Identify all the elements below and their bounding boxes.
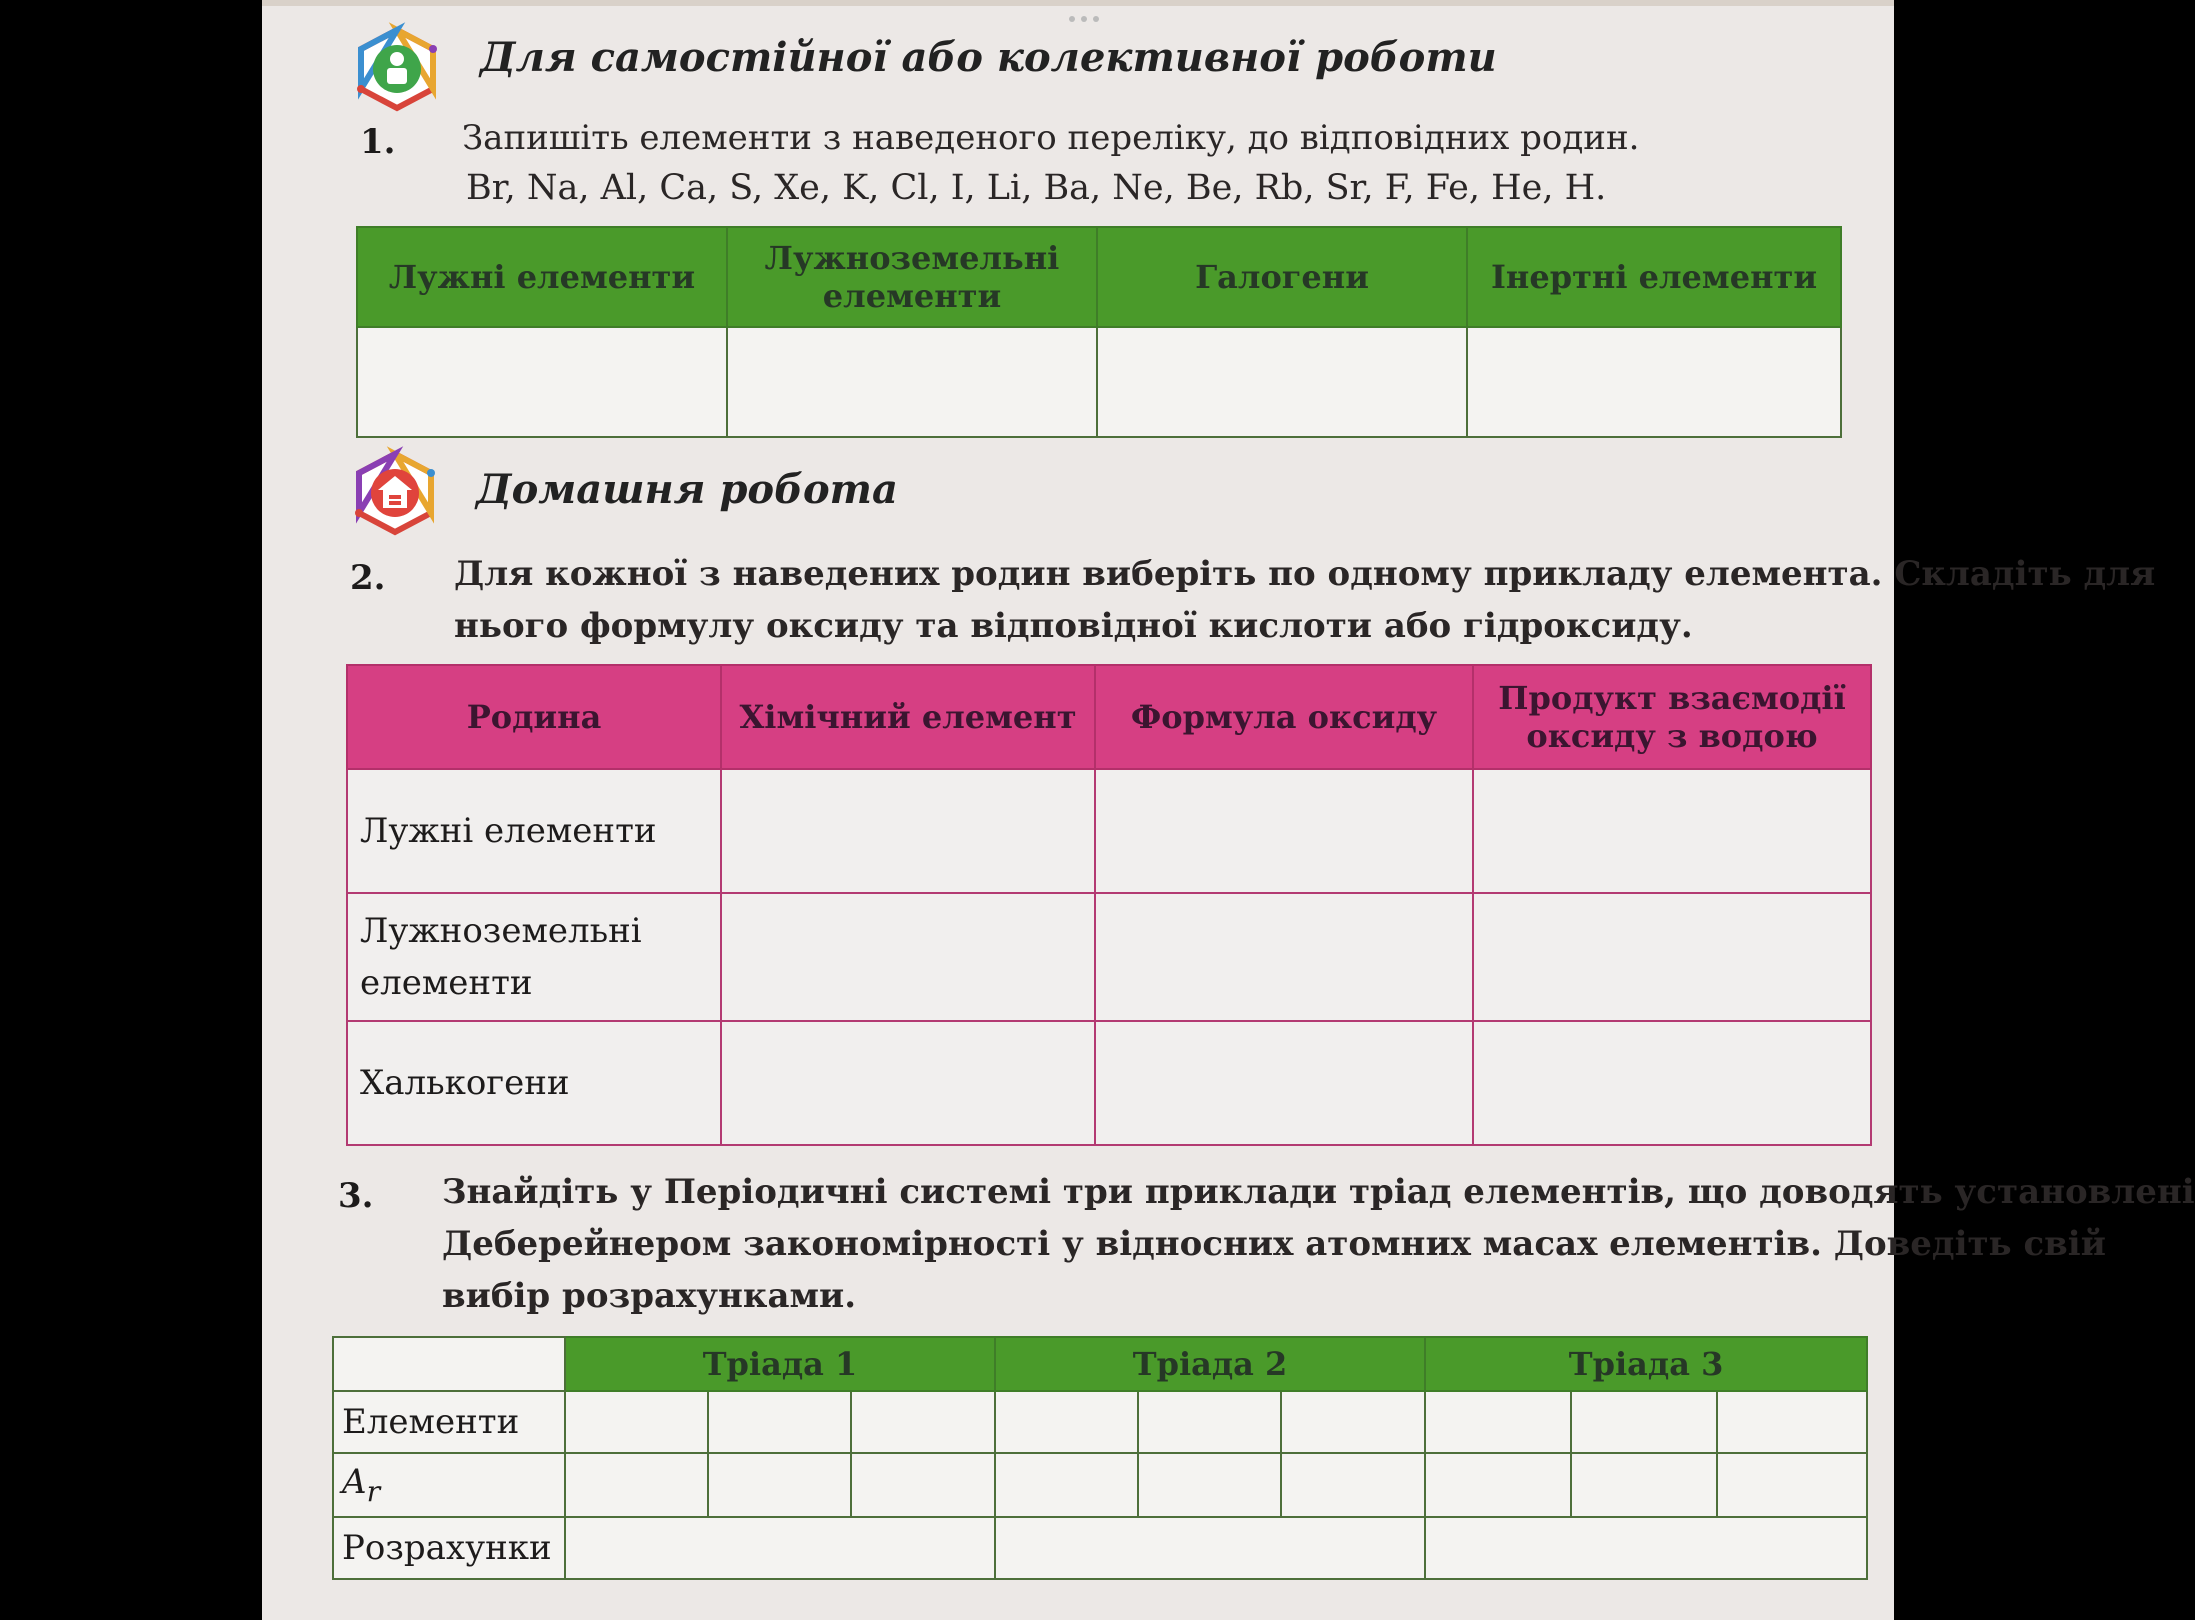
answer-cell[interactable]: [1095, 769, 1473, 893]
answer-cell[interactable]: [708, 1453, 851, 1517]
answer-cell[interactable]: [1138, 1391, 1281, 1453]
column-header: Інертні елементи: [1467, 227, 1841, 327]
task1-table: [356, 226, 1842, 438]
ellipsis-icon: [1062, 14, 1122, 24]
answer-cell[interactable]: [995, 1517, 1425, 1579]
task-number: 1.: [360, 122, 396, 162]
answer-cell[interactable]: [1571, 1453, 1717, 1517]
task-number: 3.: [338, 1176, 374, 1216]
answer-cell[interactable]: [1281, 1453, 1425, 1517]
row-label: Халькогени: [347, 1021, 721, 1145]
column-header: Тріада 1: [565, 1337, 995, 1391]
textbook-page: [262, 0, 2195, 1620]
column-header: Тріада 2: [995, 1337, 1425, 1391]
answer-cell[interactable]: [1467, 327, 1841, 437]
row-label: Елементи: [333, 1391, 565, 1453]
answer-cell[interactable]: [727, 327, 1097, 437]
answer-cell[interactable]: [1717, 1391, 1867, 1453]
column-header: Тріада 3: [1425, 1337, 1867, 1391]
column-header: Формула оксиду: [1095, 665, 1473, 769]
corner-cell: [333, 1337, 565, 1391]
answer-cell[interactable]: [1281, 1391, 1425, 1453]
answer-cell[interactable]: [1095, 893, 1473, 1021]
answer-cell[interactable]: [708, 1391, 851, 1453]
task2-table: [346, 664, 1872, 1146]
row-label-ar: [333, 1453, 565, 1517]
answer-cell[interactable]: [1425, 1517, 1867, 1579]
row-label: Лужні елементи: [347, 769, 721, 893]
answer-cell[interactable]: [851, 1391, 995, 1453]
answer-cell[interactable]: [1138, 1453, 1281, 1517]
answer-cell[interactable]: [1095, 1021, 1473, 1145]
row-label: Лужноземельні елементи: [347, 893, 721, 1021]
row-label: Розрахунки: [333, 1517, 565, 1579]
answer-cell[interactable]: [1425, 1453, 1571, 1517]
task3-instruction-line3: вибір розрахунками.: [442, 1276, 857, 1316]
answer-cell[interactable]: [1425, 1391, 1571, 1453]
answer-cell[interactable]: [851, 1453, 995, 1517]
element-list: Br, Na, Al, Ca, S, Xe, K, Cl, I, Li, Ba, Ne, Be, Rb, Sr, F, Fe, He, H.: [466, 168, 1607, 208]
task1-instruction: Запишіть елементи з наведеного переліку, до відповідних родин.: [462, 118, 1640, 158]
task2-instruction-line1: Для кожної з наведених родин виберіть по одному прикладу елемента. Складіть для: [454, 554, 2156, 594]
answer-cell[interactable]: [1473, 893, 1871, 1021]
answer-cell[interactable]: [1717, 1453, 1867, 1517]
section-title-group-work: Для самостійної або колективної роботи: [480, 34, 1497, 81]
house-icon: [352, 450, 438, 536]
answer-cell[interactable]: [565, 1391, 708, 1453]
answer-cell[interactable]: [995, 1391, 1138, 1453]
answer-cell[interactable]: [721, 1021, 1095, 1145]
answer-cell[interactable]: [1097, 327, 1467, 437]
task-number: 2.: [350, 558, 386, 598]
task3-table: [332, 1336, 1868, 1580]
task3-instruction-line2: Деберейнером закономірності у відносних атомних масах елементів. Доведіть свій: [442, 1224, 2106, 1264]
ar-subscript: r: [366, 1474, 381, 1508]
column-header: Родина: [347, 665, 721, 769]
task2-instruction-line2: нього формулу оксиду та відповідної кислоти або гідроксиду.: [454, 606, 1693, 646]
answer-cell[interactable]: [565, 1517, 995, 1579]
task3-instruction-line1: Знайдіть у Періодичні системі три приклади тріад елементів, що доводять установлені: [442, 1172, 2195, 1212]
answer-cell[interactable]: [721, 769, 1095, 893]
column-header: Галогени: [1097, 227, 1467, 327]
people-icon: [354, 26, 440, 112]
column-header: Продукт взаємодії оксиду з водою: [1473, 665, 1871, 769]
answer-cell[interactable]: [357, 327, 727, 437]
answer-cell[interactable]: [721, 893, 1095, 1021]
ar-symbol: A: [342, 1462, 367, 1503]
answer-cell[interactable]: [995, 1453, 1138, 1517]
section-title-homework: Домашня робота: [476, 466, 898, 513]
answer-cell[interactable]: [1571, 1391, 1717, 1453]
page-top-edge: [262, 0, 1894, 6]
column-header: Лужні елементи: [357, 227, 727, 327]
answer-cell[interactable]: [565, 1453, 708, 1517]
answer-cell[interactable]: [1473, 769, 1871, 893]
column-header: Хімічний елемент: [721, 665, 1095, 769]
column-header: Лужноземельні елементи: [727, 227, 1097, 327]
answer-cell[interactable]: [1473, 1021, 1871, 1145]
